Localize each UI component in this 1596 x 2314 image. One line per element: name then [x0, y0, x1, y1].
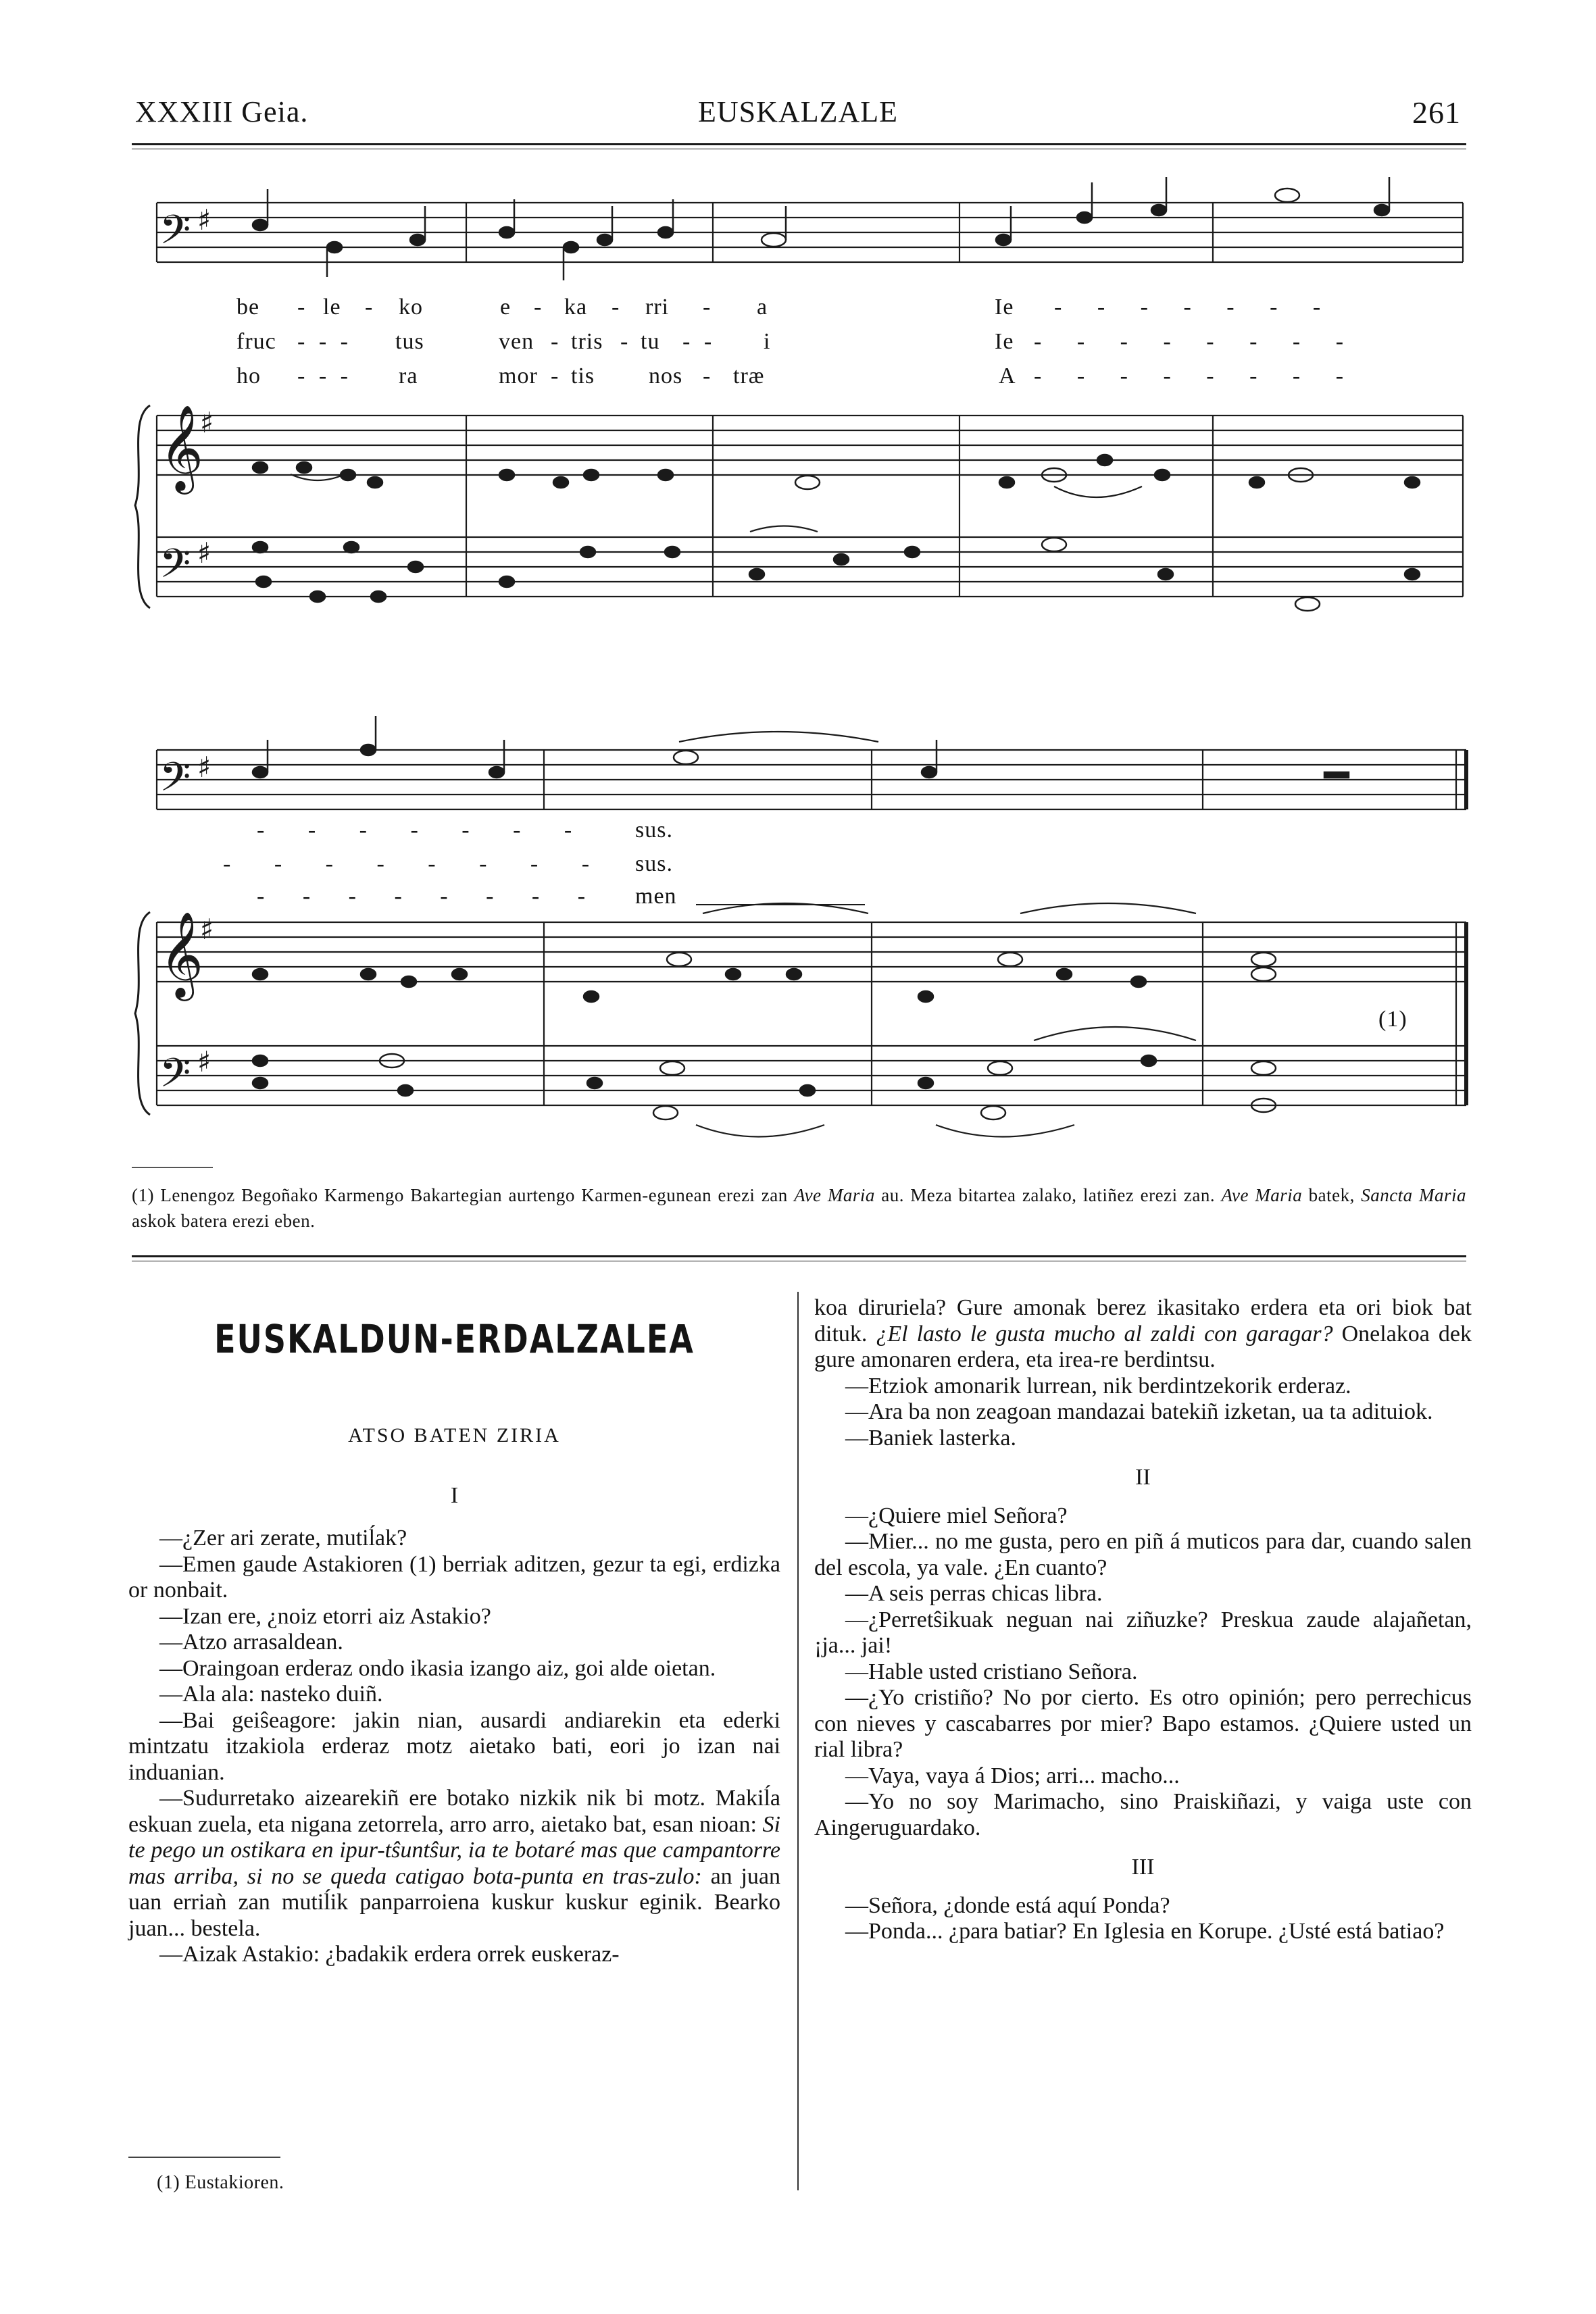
paragraph: —Hable usted cristiano Señora.: [845, 1659, 1138, 1684]
paragraph: —¿Yo cristiño? No por cierto. Es otro opinión; pero perrechicus con nieves y cascabarres por mier? Bapo estamos. ¿Quiere usted un rial libra?: [814, 1685, 1472, 1762]
lyric-1-le: le: [323, 295, 341, 320]
paragraph: —Oraingoan erderaz ondo ikasia izango aiz, goi alde oietan.: [159, 1655, 716, 1681]
paragraph-text: Onelakoa dek gure amonaren erdera, eta irea-re berdintsu.: [814, 1321, 1472, 1372]
lyric-3-ra: ra: [399, 363, 418, 388]
svg-text:♯: ♯: [197, 536, 211, 570]
lyric-3-mor: mor: [499, 363, 538, 388]
lyric-4-sus: sus.: [635, 818, 673, 842]
section-heading-1: I: [450, 1483, 459, 1508]
footnote-rule: [132, 1167, 213, 1168]
lyric-3-tis: tis: [571, 363, 595, 388]
paragraph: —Vaya, vaya á Dios; arri... macho...: [845, 1763, 1180, 1788]
lyric-1-ie: Ie: [995, 295, 1014, 320]
music-footnote-mark: (1): [1378, 1007, 1407, 1032]
lyric-4-melisma: - - - - - - -: [257, 818, 591, 842]
column-divider: [797, 1292, 799, 2190]
lyric-3-trae: træ: [733, 363, 765, 388]
lyric-2-dash4: - -: [682, 329, 716, 354]
footnote-text-1: Lenengoz Begoñako Karmengo Bakartegian aurtengo Karmen-egunean erezi zan: [160, 1185, 795, 1205]
lyric-1-be: be: [236, 295, 260, 320]
paragraph: —Bai geiŝeagore: jakin nian, ausardi andiarekin eta ederki mintzatu itzakiola erderaz motz aietako bati, eori jo izan nai induanian.: [128, 1707, 780, 1785]
running-head-title: EUSKALZALE: [698, 95, 898, 128]
page-number: 261: [1412, 95, 1461, 130]
lyric-1-ka: ka: [564, 295, 588, 320]
footnote-italic-1: Ave Maria: [794, 1185, 875, 1205]
lyric-3-dash: - - -: [297, 363, 352, 388]
lyric-2-fruc: fruc: [236, 329, 276, 354]
lyric-2-ven: ven: [499, 329, 534, 354]
svg-text:𝄢: 𝄢: [159, 206, 191, 263]
lyric-3-melisma: - - - - - - - -: [1034, 363, 1359, 388]
lyric-2-dash3: -: [620, 329, 629, 354]
running-head-left: XXXIII Geia.: [135, 95, 309, 128]
staff-voice-1: [157, 203, 1463, 262]
paragraph-italic: ¿El lasto le gusta mucho al zaldi con garagar?: [876, 1321, 1333, 1347]
svg-text:𝄞: 𝄞: [159, 911, 204, 997]
footnote-text-4: askok batera erezi eben.: [132, 1211, 316, 1231]
lyric-3-a: A: [999, 363, 1016, 388]
article-subtitle: ATSO BATEN ZIRIA: [348, 1424, 561, 1447]
paragraph: —Emen gaude Astakioren (1) berriak aditzen, gezur ta egi, erdizka or nonbait.: [128, 1551, 780, 1603]
lyric-1-a: a: [757, 295, 768, 320]
lyric-1-dash5: -: [703, 295, 712, 320]
svg-text:𝄢: 𝄢: [159, 1049, 191, 1106]
lyric-1-dash4: -: [612, 295, 620, 320]
left-column: [128, 1526, 780, 1968]
lyric-1-dash3: -: [534, 295, 543, 320]
paragraph: —Ala ala: nasteko duiñ.: [159, 1682, 383, 1707]
lyric-2-dash2: -: [551, 329, 559, 354]
svg-text:♯: ♯: [200, 406, 214, 439]
paragraph: [814, 1295, 1472, 1374]
footnote-italic-2: Ave Maria: [1221, 1185, 1303, 1205]
svg-text:♯: ♯: [200, 913, 214, 946]
paragraph: —Baniek lasterka.: [845, 1425, 1017, 1451]
staff-treble-1: [157, 416, 1463, 475]
paragraph: [128, 1786, 780, 1942]
lyric-1-e: e: [500, 295, 512, 320]
lyric-2-tu: tu: [641, 329, 660, 354]
lyric-1-ko: ko: [399, 295, 423, 320]
lyric-3-ho: ho: [236, 363, 261, 388]
column-footnote-rule: [128, 2157, 280, 2158]
paragraph: —¿Quiere miel Señora?: [845, 1503, 1068, 1528]
svg-text:♯: ♯: [197, 751, 211, 784]
right-column: [814, 1295, 1472, 1945]
lyric-2-melisma: - - - - - - - -: [1034, 329, 1359, 354]
lyric-3-nos: nos: [649, 363, 683, 388]
paragraph: —Señora, ¿donde está aquí Ponda?: [845, 1892, 1170, 1918]
article-title: EUSKALDUN-ERDALZALEA: [214, 1316, 695, 1362]
lyric-1-rri: rri: [645, 295, 670, 320]
section-separator: [132, 1255, 1466, 1257]
music-footnote: [132, 1182, 1466, 1234]
footnote-text-3: batek,: [1302, 1185, 1362, 1205]
lyric-2-tris: tris: [571, 329, 603, 354]
staff-bass-2: [157, 1046, 1466, 1105]
footnote-mark: (1): [132, 1185, 154, 1205]
melisma-extender: [696, 904, 865, 905]
staff-treble-2: [157, 922, 1466, 982]
paragraph: —Izan ere, ¿noiz etorri aiz Astakio?: [159, 1603, 491, 1629]
lyric-3-dash3: -: [703, 363, 712, 388]
section-heading-2: II: [1135, 1465, 1151, 1490]
lyric-2-ie: Ie: [995, 329, 1014, 354]
svg-text:𝄞: 𝄞: [159, 404, 204, 491]
paragraph: —Ara ba non zeagoan mandazai batekiñ izketan, ua ta adituiok.: [845, 1399, 1433, 1424]
lyric-6-melisma: - - - - - - - -: [257, 884, 602, 909]
svg-text:𝄢: 𝄢: [159, 753, 191, 810]
paragraph: —A seis perras chicas libra.: [845, 1581, 1103, 1606]
paragraph: —Yo no soy Marimacho, sino Praiskiñazi, y vaiga uste con Aingeruguardako.: [814, 1789, 1472, 1840]
svg-text:♯: ♯: [197, 203, 211, 236]
lyric-2-i: i: [764, 329, 771, 354]
paragraph-text: koa diruriela? Gure amonak berez ikasitako erdera eta ori biok bat dituk.: [814, 1295, 1472, 1347]
section-heading-3: III: [1131, 1855, 1155, 1880]
paragraph-italic: Si te pego un ostikara en ipur-tŝuntŝur, ia te botaré mas que campantorre mas arriba, si no se queda catigao bota-punta en tras-zulo:: [128, 1811, 780, 1889]
lyric-3-dash2: -: [551, 363, 559, 388]
paragraph: —¿Perretŝikuak neguan nai ziñuzke? Preskua zaude alajañetan, ¡ja... jai!: [814, 1607, 1472, 1658]
lyric-5-melisma: - - - - - - - -: [223, 851, 609, 876]
paragraph-text: —Sudurretako aizearekiñ ere botako nizkik nik bi motz. Makiĺa eskuan zuela, eta nigana zetorrela, arro arro, aietako bat, esan nioan:: [128, 1786, 780, 1837]
paragraph: —Atzo arrasaldean.: [159, 1630, 343, 1655]
staff-voice-2: [157, 750, 1466, 809]
paragraph: —¿Zer ari zerate, mutiĺak?: [159, 1526, 407, 1551]
lyric-1-dash2: -: [365, 295, 374, 320]
paragraph-text: an juan uan erriaǹ zan mutiĺik panparroiena kuskur kuskur eginik. Bearko juan... bestela.: [128, 1863, 780, 1941]
lyric-2-tus: tus: [395, 329, 424, 354]
footnote-italic-3: Sancta Maria: [1361, 1185, 1467, 1205]
svg-text:𝄢: 𝄢: [159, 540, 191, 597]
lyric-2-dash: - - -: [297, 329, 352, 354]
paragraph: —Etziok amonarik lurrean, nik berdintzekorik erderaz.: [845, 1373, 1351, 1399]
lyric-1-melisma: - - - - - - -: [1054, 295, 1336, 320]
paragraph: —Mier... no me gusta, pero en piñ á muticos para dar, cuando salen del escola, ya vale. ¿En cuanto?: [814, 1529, 1472, 1580]
svg-text:♯: ♯: [197, 1045, 211, 1078]
lyric-5-sus: sus.: [635, 851, 673, 876]
paragraph: —Aizak Astakio: ¿badakik erdera orrek euskeraz-: [159, 1942, 620, 1967]
column-footnote: (1) Eustakioren.: [157, 2172, 284, 2193]
footnote-text-2: au. Meza bitartea zalako, latiñez erezi zan.: [874, 1185, 1222, 1205]
lyric-6-men: men: [635, 884, 677, 909]
lyric-1-dash: -: [297, 295, 306, 320]
paragraph: —Ponda... ¿para batiar? En Iglesia en Korupe. ¿Usté está batiao?: [845, 1919, 1445, 1944]
